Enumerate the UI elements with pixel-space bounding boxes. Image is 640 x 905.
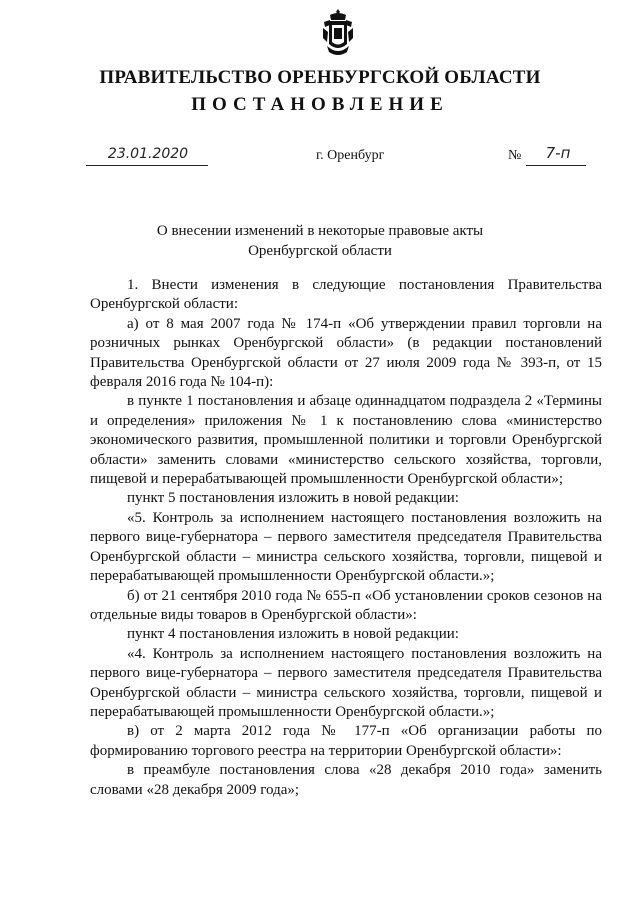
paragraph: «4. Контроль за исполнением настоящего постановления возложить на первого вице-губернатора – первого заместителя председателя Правительства Оренбургской области – министра сельского хозяйства, торговли, пищевой и перерабатывающей промышленности Оренбургской области.»; xyxy=(90,645,602,720)
document-body xyxy=(90,276,602,800)
paragraph: «5. Контроль за исполнением настоящего постановления возложить на первого вице-губернатора – первого заместителя председателя Правительства Оренбургской области – министра сельского хозяйства, торговли, пищевой и перерабатывающей промышленности Оренбургской области.»; xyxy=(90,509,602,585)
paragraph: в преамбуле постановления слова «28 декабря 2010 года» заменить словами «28 декабря 2009 года»; xyxy=(90,762,602,798)
paragraph: 1. Внести изменения в следующие постановления Правительства Оренбургской области: xyxy=(90,277,602,313)
document-type: ПОСТАНОВЛЕНИЕ xyxy=(191,94,449,115)
paragraph: в пункте 1 постановления и абзаце одиннадцатом подраздела 2 «Термины и определения» приложения № 1 к постановлению слова «министерство экономического развития, промышленной политики и торговли Оренбургской области» заменить словами «министерство сельского хозяйства, торговли, пищевой и перерабатывающей промышленности Оренбургской области»; xyxy=(90,393,602,488)
document-city: г. Оренбург xyxy=(316,148,385,163)
paragraph: а) от 8 мая 2007 года № 174-п «Об утверждении правил торговли на розничных рынках Оренбургской области» (в редакции постановлений Правительства Оренбургской области от 27 июля 2009 года № 393-п, от 15 февраля 2016 года № 104-п): xyxy=(90,315,602,391)
document-subject xyxy=(90,221,550,261)
subject-line: О внесении изменений в некоторые правовые акты xyxy=(156,223,484,239)
government-title: ПРАВИТЕЛЬСТВО ОРЕНБУРГСКОЙ ОБЛАСТИ xyxy=(99,67,541,88)
paragraph: в) от 2 марта 2012 года № 177-п «Об организации работы по формированию торгового реестра на территории Оренбургской области»: xyxy=(90,723,602,759)
paragraph: пункт 4 постановления изложить в новой редакции: xyxy=(127,626,459,643)
number-underline xyxy=(526,165,586,166)
subject-line: Оренбургской области xyxy=(248,243,392,259)
date-underline xyxy=(86,165,208,166)
paragraph: б) от 21 сентября 2010 года № 655-п «Об установлении сроков сезонов на отдельные виды товаров в Оренбургской области»: xyxy=(90,587,602,623)
document-number: 7-п xyxy=(545,144,571,162)
paragraph: пункт 5 постановления изложить в новой редакции: xyxy=(127,490,459,507)
document-date: 23.01.2020 xyxy=(107,146,189,162)
number-label: № xyxy=(508,148,522,163)
coat-of-arms-icon xyxy=(321,8,355,58)
